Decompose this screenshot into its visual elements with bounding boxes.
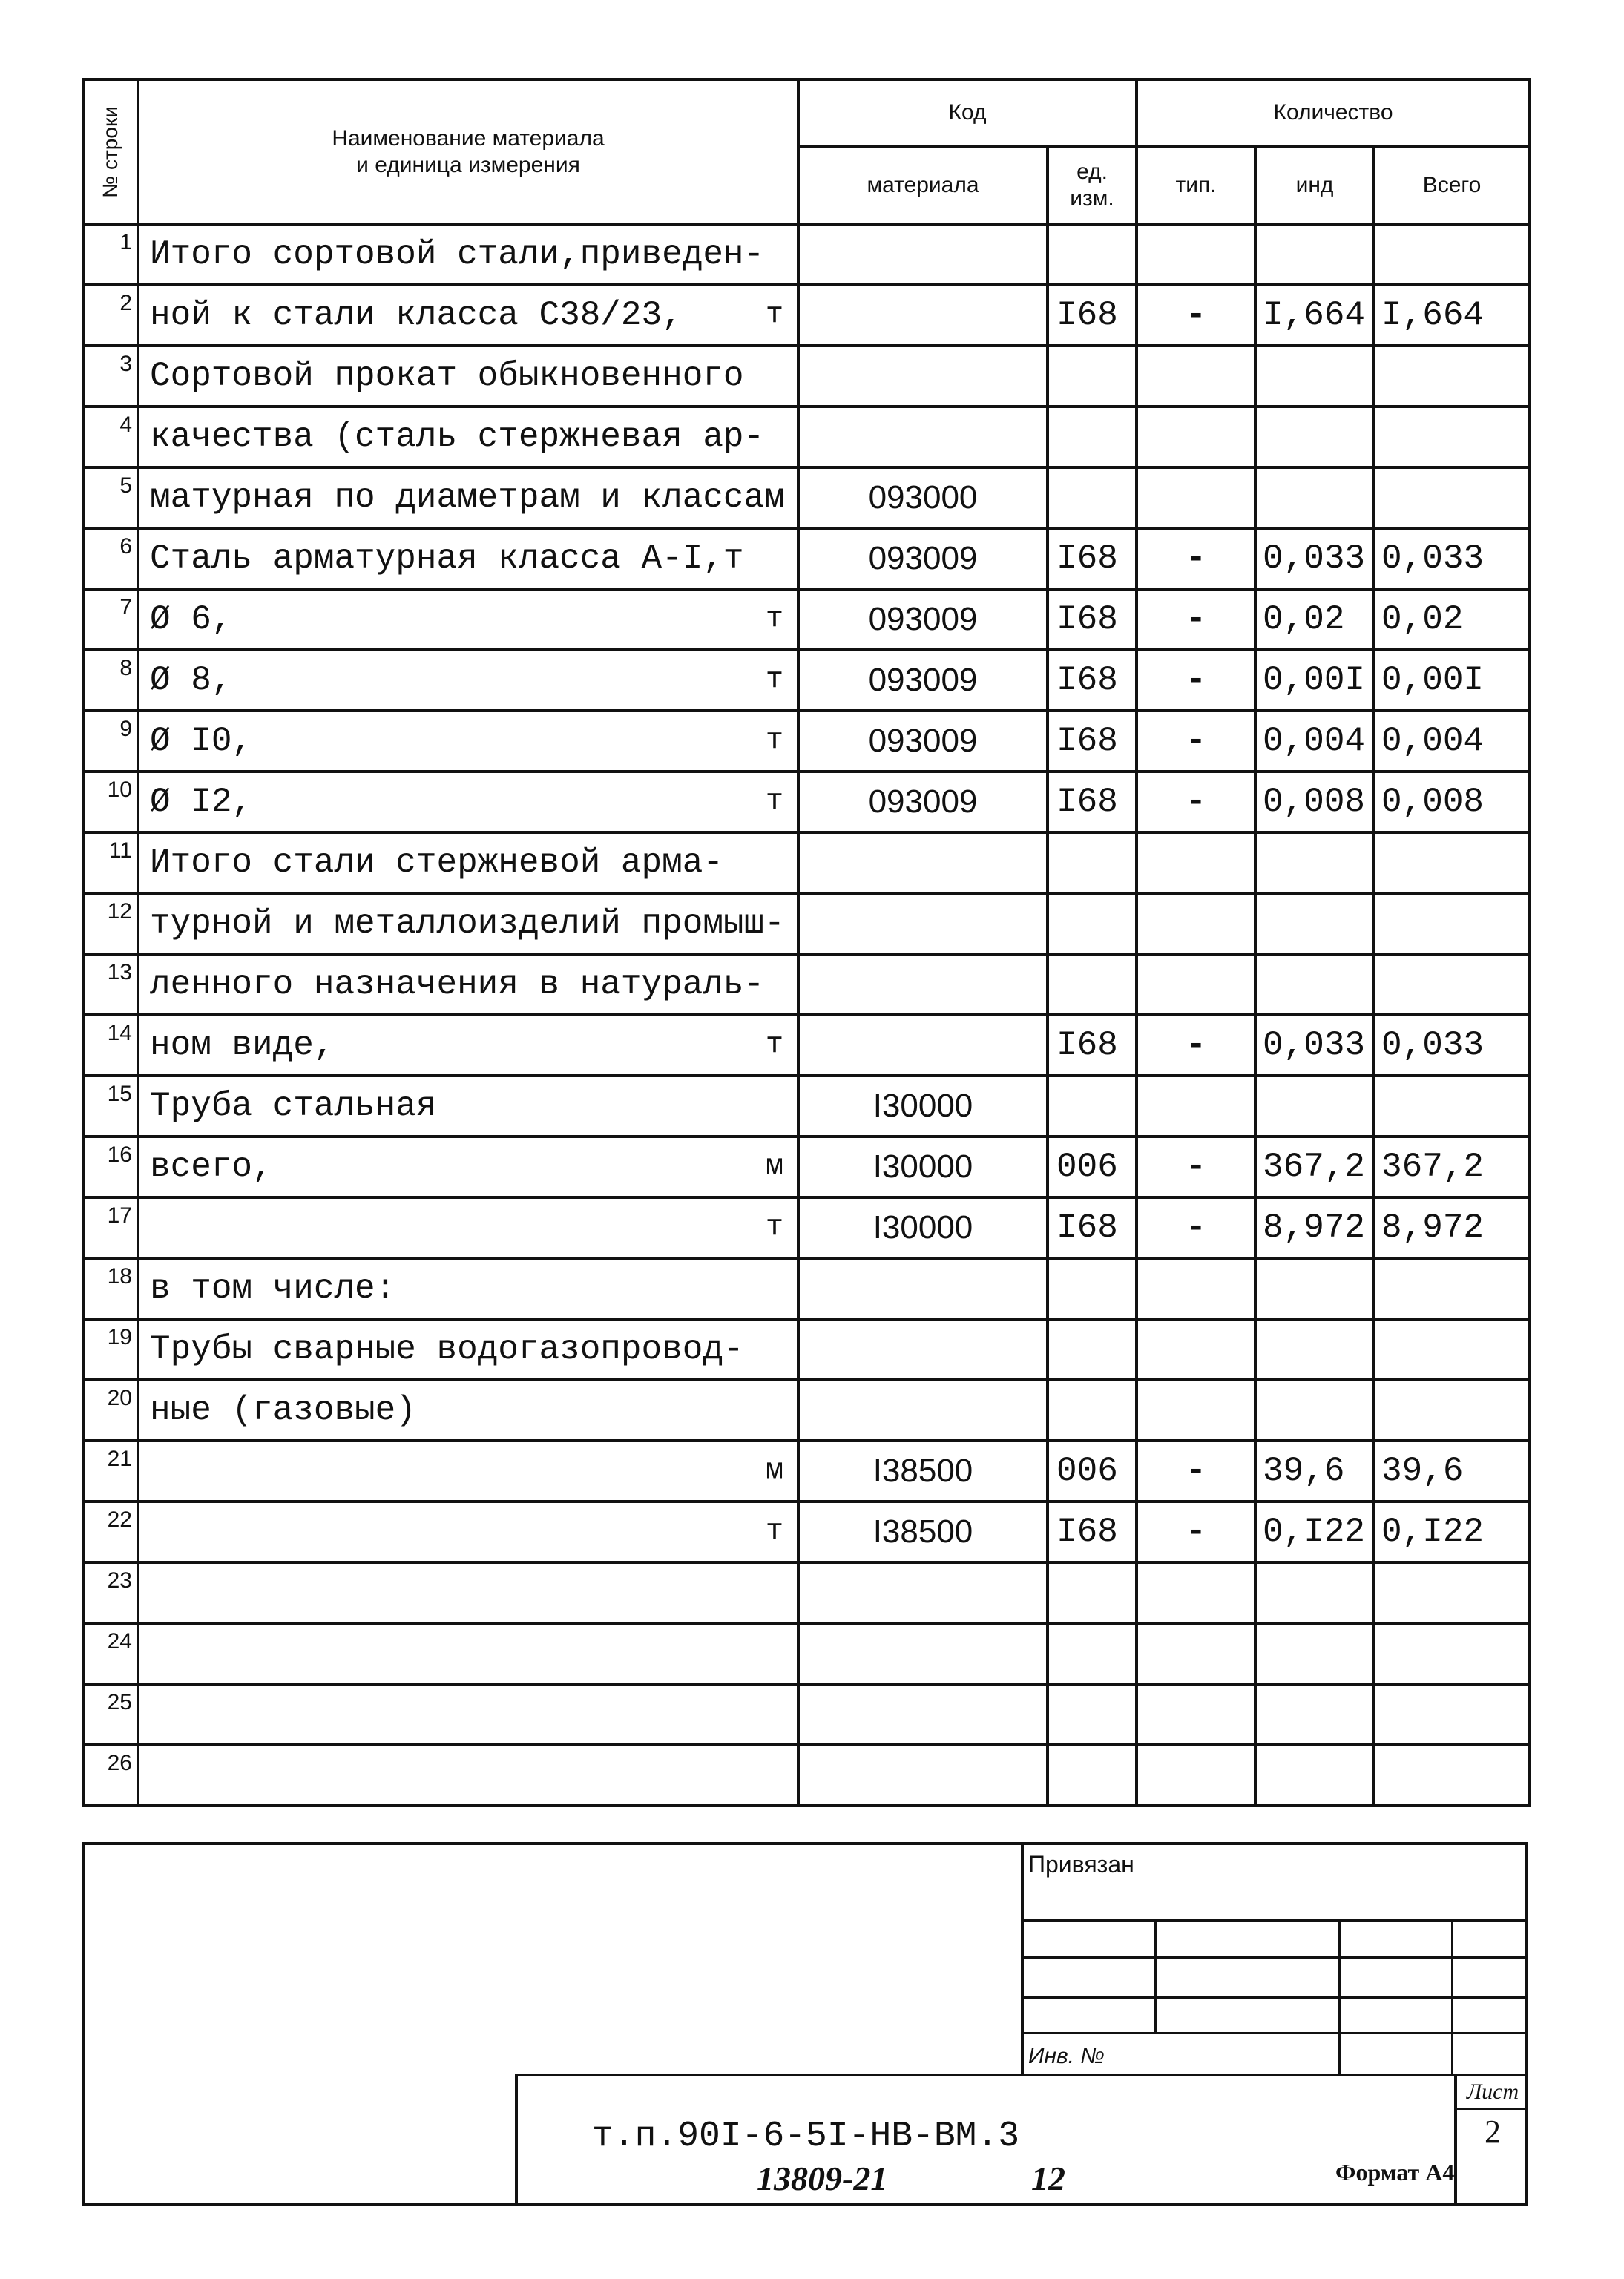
qty-total (1374, 1380, 1530, 1441)
table-row (83, 1380, 1530, 1441)
qty-ind: 0,008 (1255, 772, 1374, 832)
row-number: 15 (83, 1076, 138, 1137)
qty-ind (1255, 1076, 1374, 1137)
qty-typ (1137, 1319, 1255, 1380)
qty-typ: - (1137, 1441, 1255, 1502)
material-code (798, 1684, 1048, 1745)
qty-total (1374, 224, 1530, 285)
table-row (83, 528, 1530, 589)
material-code: 093009 (798, 589, 1048, 650)
material-name (138, 1197, 798, 1258)
material-code (798, 1562, 1048, 1623)
unit-code: I68 (1048, 1197, 1137, 1258)
qty-total (1374, 1562, 1530, 1623)
row-number: 18 (83, 1258, 138, 1319)
material-code: 093009 (798, 650, 1048, 711)
material-name: матурная по диаметрам и классам (138, 467, 798, 528)
unit-code: 006 (1048, 1137, 1137, 1197)
qty-total: 39,6 (1374, 1441, 1530, 1502)
unit-code (1048, 407, 1137, 467)
row-number: 26 (83, 1745, 138, 1806)
unit-label: м (765, 1150, 783, 1184)
qty-ind (1255, 1258, 1374, 1319)
table-row (83, 1745, 1530, 1806)
qty-total (1374, 1684, 1530, 1745)
table-row (83, 285, 1530, 346)
material-name: Сталь арматурная класса А-I,т (138, 528, 798, 589)
qty-ind: 0,I22 (1255, 1502, 1374, 1562)
unit-code (1048, 224, 1137, 285)
material-name: Ø 8, т (138, 650, 798, 711)
qty-total: 0,I22 (1374, 1502, 1530, 1562)
qty-ind: 0,004 (1255, 711, 1374, 772)
unit-code (1048, 1623, 1137, 1684)
material-name: всего, м (138, 1137, 798, 1197)
qty-ind: 0,02 (1255, 589, 1374, 650)
qty-ind (1255, 467, 1374, 528)
row-number: 13 (83, 954, 138, 1015)
qty-ind: 8,972 (1255, 1197, 1374, 1258)
material-code: 093000 (798, 467, 1048, 528)
table-row (83, 407, 1530, 467)
unit-label: т (765, 724, 783, 758)
qty-typ: - (1137, 650, 1255, 711)
material-code (798, 1015, 1048, 1076)
material-code: I30000 (798, 1197, 1048, 1258)
table-row (83, 346, 1530, 407)
qty-typ (1137, 832, 1255, 893)
qty-total (1374, 1076, 1530, 1137)
unit-code (1048, 893, 1137, 954)
qty-typ (1137, 1380, 1255, 1441)
table-row (83, 832, 1530, 893)
material-name: Итого сортовой стали,приведен- (138, 224, 798, 285)
qty-typ (1137, 1623, 1255, 1684)
material-code: 093009 (798, 528, 1048, 589)
qty-ind: 0,00I (1255, 650, 1374, 711)
row-number: 16 (83, 1137, 138, 1197)
unit-code (1048, 1745, 1137, 1806)
qty-ind (1255, 954, 1374, 1015)
material-name (138, 1684, 798, 1745)
unit-code (1048, 832, 1137, 893)
unit-code: I68 (1048, 1502, 1137, 1562)
material-name: Труба стальная (138, 1076, 798, 1137)
qty-typ (1137, 407, 1255, 467)
qty-total (1374, 1258, 1530, 1319)
qty-typ: - (1137, 711, 1255, 772)
privyazan-label: Привязан (1021, 1845, 1528, 1919)
qty-total: 8,972 (1374, 1197, 1530, 1258)
material-name: Ø I2, т (138, 772, 798, 832)
qty-typ (1137, 893, 1255, 954)
unit-label: т (765, 663, 783, 697)
unit-code (1048, 346, 1137, 407)
material-code (798, 346, 1048, 407)
table-row (83, 650, 1530, 711)
unit-code (1048, 954, 1137, 1015)
qty-total: 0,00I (1374, 650, 1530, 711)
table-row (83, 1015, 1530, 1076)
table-row (83, 1319, 1530, 1380)
archive-number: 13809-21 (757, 2160, 888, 2197)
header-code-group: Код (798, 79, 1137, 146)
qty-typ: - (1137, 1015, 1255, 1076)
table-row (83, 1137, 1530, 1197)
qty-typ (1137, 346, 1255, 407)
qty-typ: - (1137, 1502, 1255, 1562)
qty-total (1374, 1319, 1530, 1380)
qty-ind: 39,6 (1255, 1441, 1374, 1502)
sheet-number-box (1454, 2076, 1528, 2206)
unit-code: I68 (1048, 650, 1137, 711)
unit-label: т (765, 1515, 783, 1549)
qty-total: I,664 (1374, 285, 1530, 346)
qty-total (1374, 954, 1530, 1015)
qty-total (1374, 407, 1530, 467)
header-qty-ind: инд (1255, 146, 1374, 224)
unit-code (1048, 1684, 1137, 1745)
material-code (798, 285, 1048, 346)
table-row (83, 224, 1530, 285)
table-row (83, 1623, 1530, 1684)
row-number: 19 (83, 1319, 138, 1380)
format-label: Формат А4 (1335, 2159, 1455, 2186)
unit-code: I68 (1048, 772, 1137, 832)
qty-typ: - (1137, 772, 1255, 832)
header-code-material: материала (798, 146, 1048, 224)
qty-ind (1255, 346, 1374, 407)
row-number: 5 (83, 467, 138, 528)
table-body (83, 224, 1530, 1806)
row-number: 24 (83, 1623, 138, 1684)
qty-ind (1255, 1562, 1374, 1623)
table-row (83, 1197, 1530, 1258)
row-number: 7 (83, 589, 138, 650)
qty-ind (1255, 1319, 1374, 1380)
qty-typ: - (1137, 1137, 1255, 1197)
qty-ind (1255, 832, 1374, 893)
header-code-unit: ед. изм. (1048, 146, 1137, 224)
table-row (83, 467, 1530, 528)
unit-code (1048, 467, 1137, 528)
material-code (798, 1380, 1048, 1441)
material-name (138, 1745, 798, 1806)
row-number: 9 (83, 711, 138, 772)
unit-code: I68 (1048, 285, 1137, 346)
qty-total (1374, 346, 1530, 407)
material-code (798, 1258, 1048, 1319)
row-number: 12 (83, 893, 138, 954)
qty-total: 0,033 (1374, 528, 1530, 589)
table-row (83, 711, 1530, 772)
material-name (138, 1623, 798, 1684)
qty-typ (1137, 224, 1255, 285)
qty-ind (1255, 1380, 1374, 1441)
material-name: Ø 6, т (138, 589, 798, 650)
qty-total: 0,033 (1374, 1015, 1530, 1076)
table-row (83, 1684, 1530, 1745)
material-name (138, 1441, 798, 1502)
sheet-number: 2 (1485, 2114, 1501, 2150)
row-number: 10 (83, 772, 138, 832)
row-number: 2 (83, 285, 138, 346)
specification-table (82, 78, 1531, 1807)
material-code (798, 1745, 1048, 1806)
table-row (83, 1441, 1530, 1502)
material-name: ные (газовые) (138, 1380, 798, 1441)
material-name (138, 1562, 798, 1623)
table-row (83, 1076, 1530, 1137)
qty-typ: - (1137, 589, 1255, 650)
material-name: Трубы сварные водогазопровод- (138, 1319, 798, 1380)
table-row (83, 1502, 1530, 1562)
material-code (798, 1319, 1048, 1380)
material-code: I30000 (798, 1076, 1048, 1137)
material-name (138, 1502, 798, 1562)
qty-ind: 0,033 (1255, 1015, 1374, 1076)
material-name: турной и металлоизделий промыш- (138, 893, 798, 954)
unit-label: т (765, 298, 783, 332)
row-number: 22 (83, 1502, 138, 1562)
material-code (798, 954, 1048, 1015)
qty-total (1374, 893, 1530, 954)
qty-total: 367,2 (1374, 1137, 1530, 1197)
qty-typ: - (1137, 1197, 1255, 1258)
unit-code: I68 (1048, 1015, 1137, 1076)
qty-typ: - (1137, 285, 1255, 346)
material-code: I38500 (798, 1502, 1048, 1562)
qty-typ (1137, 1258, 1255, 1319)
unit-label: т (765, 602, 783, 637)
header-row-number: № строки (83, 79, 138, 224)
row-number: 25 (83, 1684, 138, 1745)
row-number: 11 (83, 832, 138, 893)
page-number: 12 (1031, 2160, 1065, 2197)
qty-total: 0,008 (1374, 772, 1530, 832)
qty-ind (1255, 893, 1374, 954)
qty-total (1374, 832, 1530, 893)
qty-ind: 367,2 (1255, 1137, 1374, 1197)
qty-typ (1137, 1684, 1255, 1745)
unit-code: I68 (1048, 528, 1137, 589)
qty-total (1374, 1623, 1530, 1684)
row-number: 8 (83, 650, 138, 711)
unit-code (1048, 1380, 1137, 1441)
qty-ind (1255, 1684, 1374, 1745)
qty-ind: 0,033 (1255, 528, 1374, 589)
material-code (798, 407, 1048, 467)
material-code: 093009 (798, 711, 1048, 772)
material-name: Итого стали стержневой арма- (138, 832, 798, 893)
table-row (83, 1258, 1530, 1319)
qty-total: 0,02 (1374, 589, 1530, 650)
row-number: 3 (83, 346, 138, 407)
row-number: 21 (83, 1441, 138, 1502)
material-name: ной к стали класса С38/23, т (138, 285, 798, 346)
qty-ind (1255, 407, 1374, 467)
material-code (798, 893, 1048, 954)
material-name: Ø I0, т (138, 711, 798, 772)
qty-typ (1137, 1076, 1255, 1137)
inventory-number-label: Инв. № (1028, 2044, 1105, 2068)
material-code: I30000 (798, 1137, 1048, 1197)
unit-code (1048, 1562, 1137, 1623)
header-qty-typ: тип. (1137, 146, 1255, 224)
table-row (83, 772, 1530, 832)
unit-code: 006 (1048, 1441, 1137, 1502)
qty-total (1374, 467, 1530, 528)
row-number: 1 (83, 224, 138, 285)
qty-ind (1255, 1745, 1374, 1806)
unit-code (1048, 1319, 1137, 1380)
qty-typ: - (1137, 528, 1255, 589)
material-code: I38500 (798, 1441, 1048, 1502)
table-row (83, 954, 1530, 1015)
header-quantity-group: Количество (1137, 79, 1530, 146)
material-code (798, 832, 1048, 893)
document-code: т.п.90I-6-5I-НВ-ВМ.3 (592, 2117, 1020, 2157)
row-number: 23 (83, 1562, 138, 1623)
row-number: 20 (83, 1380, 138, 1441)
qty-ind: I,664 (1255, 285, 1374, 346)
qty-typ (1137, 1562, 1255, 1623)
unit-label: м (765, 1454, 783, 1488)
unit-label: т (765, 1028, 783, 1062)
unit-label: т (765, 785, 783, 819)
material-name: ном виде, т (138, 1015, 798, 1076)
row-number: 17 (83, 1197, 138, 1258)
header-name: Наименование материала и единица измерения (138, 79, 798, 224)
header-qty-total: Всего (1374, 146, 1530, 224)
row-number: 6 (83, 528, 138, 589)
document-sheet (82, 78, 1528, 2207)
material-name: качества (сталь стержневая ар- (138, 407, 798, 467)
qty-ind (1255, 224, 1374, 285)
material-name: в том числе: (138, 1258, 798, 1319)
title-block (82, 1842, 1528, 2206)
table-row (83, 893, 1530, 954)
material-name: ленного назначения в натураль- (138, 954, 798, 1015)
unit-code: I68 (1048, 589, 1137, 650)
qty-total (1374, 1745, 1530, 1806)
qty-total: 0,004 (1374, 711, 1530, 772)
material-code (798, 1623, 1048, 1684)
sheet-label: Лист (1457, 2076, 1528, 2110)
row-number: 14 (83, 1015, 138, 1076)
row-number: 4 (83, 407, 138, 467)
unit-code: I68 (1048, 711, 1137, 772)
material-code (798, 224, 1048, 285)
unit-code (1048, 1076, 1137, 1137)
table-row (83, 589, 1530, 650)
qty-ind (1255, 1623, 1374, 1684)
qty-typ (1137, 467, 1255, 528)
table-row (83, 1562, 1530, 1623)
qty-typ (1137, 954, 1255, 1015)
signature-grid (1021, 1919, 1528, 2074)
material-code: 093009 (798, 772, 1048, 832)
unit-code (1048, 1258, 1137, 1319)
material-name: Сортовой прокат обыкновенного (138, 346, 798, 407)
qty-typ (1137, 1745, 1255, 1806)
unit-label: т (765, 1211, 783, 1245)
